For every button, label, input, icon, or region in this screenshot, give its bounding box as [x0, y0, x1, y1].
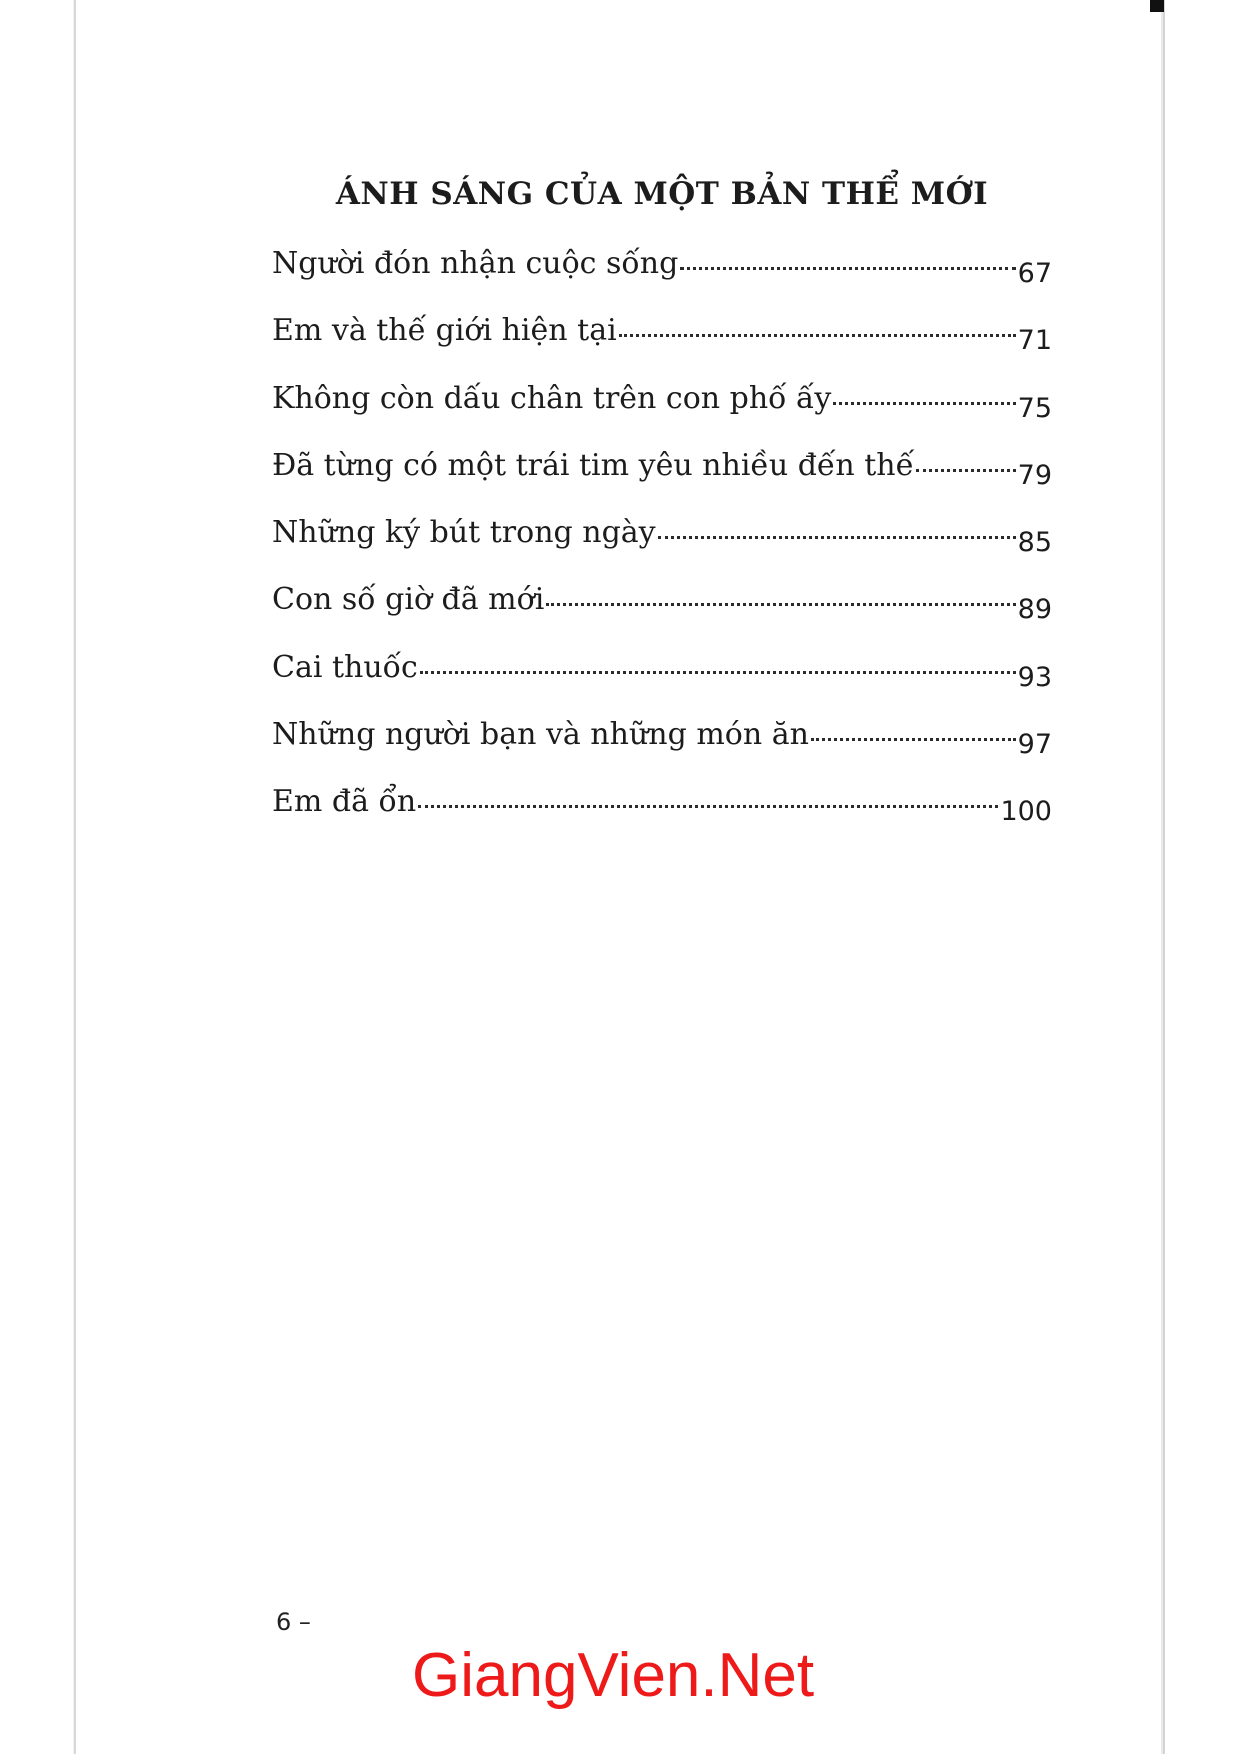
toc-entry — [272, 515, 1052, 582]
toc-entry-page: 97 — [1017, 729, 1052, 761]
toc-entry — [272, 313, 1052, 380]
toc-entry-page: 93 — [1017, 661, 1052, 693]
toc-entry-title: Cai thuốc — [272, 649, 418, 685]
toc-entry — [272, 582, 1052, 649]
toc-entry-title: Em đã ổn — [272, 784, 417, 820]
toc-entry — [272, 381, 1052, 448]
dot-leader — [680, 267, 1015, 270]
section-title: ÁNH SÁNG CỦA MỘT BẢN THỂ MỚI — [335, 176, 989, 212]
table-of-contents — [272, 246, 1052, 852]
toc-entry — [272, 448, 1052, 515]
toc-entry-title: Những ký bút trong ngày — [272, 515, 656, 551]
page-right-edge — [1163, 0, 1165, 1754]
scan-corner-mark — [1150, 0, 1164, 12]
toc-entry-page: 100 — [1000, 796, 1052, 828]
toc-entry-title: Những người bạn và những món ăn — [272, 717, 809, 753]
toc-entry-title: Em và thế giới hiện tại — [272, 313, 617, 349]
toc-entry-page: 67 — [1017, 258, 1052, 289]
toc-entry-title: Người đón nhận cuộc sống — [272, 246, 679, 281]
page-left-edge — [74, 0, 76, 1754]
toc-entry — [272, 650, 1052, 717]
toc-entry-page: 71 — [1017, 325, 1052, 357]
dot-leader — [546, 603, 1015, 606]
toc-entry-title: Con số giờ đã mới — [272, 582, 545, 618]
toc-entry-page: 79 — [1017, 459, 1052, 491]
toc-entry — [272, 246, 1052, 313]
toc-entry — [272, 717, 1052, 784]
dot-leader — [619, 334, 1016, 337]
toc-entry-page: 75 — [1017, 392, 1052, 424]
dot-leader — [658, 536, 1016, 539]
dot-leader — [811, 738, 1016, 741]
dot-leader — [916, 469, 1016, 472]
watermark-text: GiangVien.Net — [412, 1641, 815, 1710]
toc-entry-page: 89 — [1017, 594, 1052, 626]
dot-leader — [420, 671, 1016, 674]
toc-entry-title: Đã từng có một trái tim yêu nhiều đến thế — [272, 447, 915, 483]
toc-entry — [272, 784, 1052, 851]
dot-leader — [833, 402, 1015, 405]
page-number: 6 – — [276, 1608, 311, 1636]
dot-leader — [418, 805, 998, 808]
toc-entry-page: 85 — [1017, 527, 1052, 559]
toc-entry-title: Không còn dấu chân trên con phố ấy — [272, 380, 832, 416]
